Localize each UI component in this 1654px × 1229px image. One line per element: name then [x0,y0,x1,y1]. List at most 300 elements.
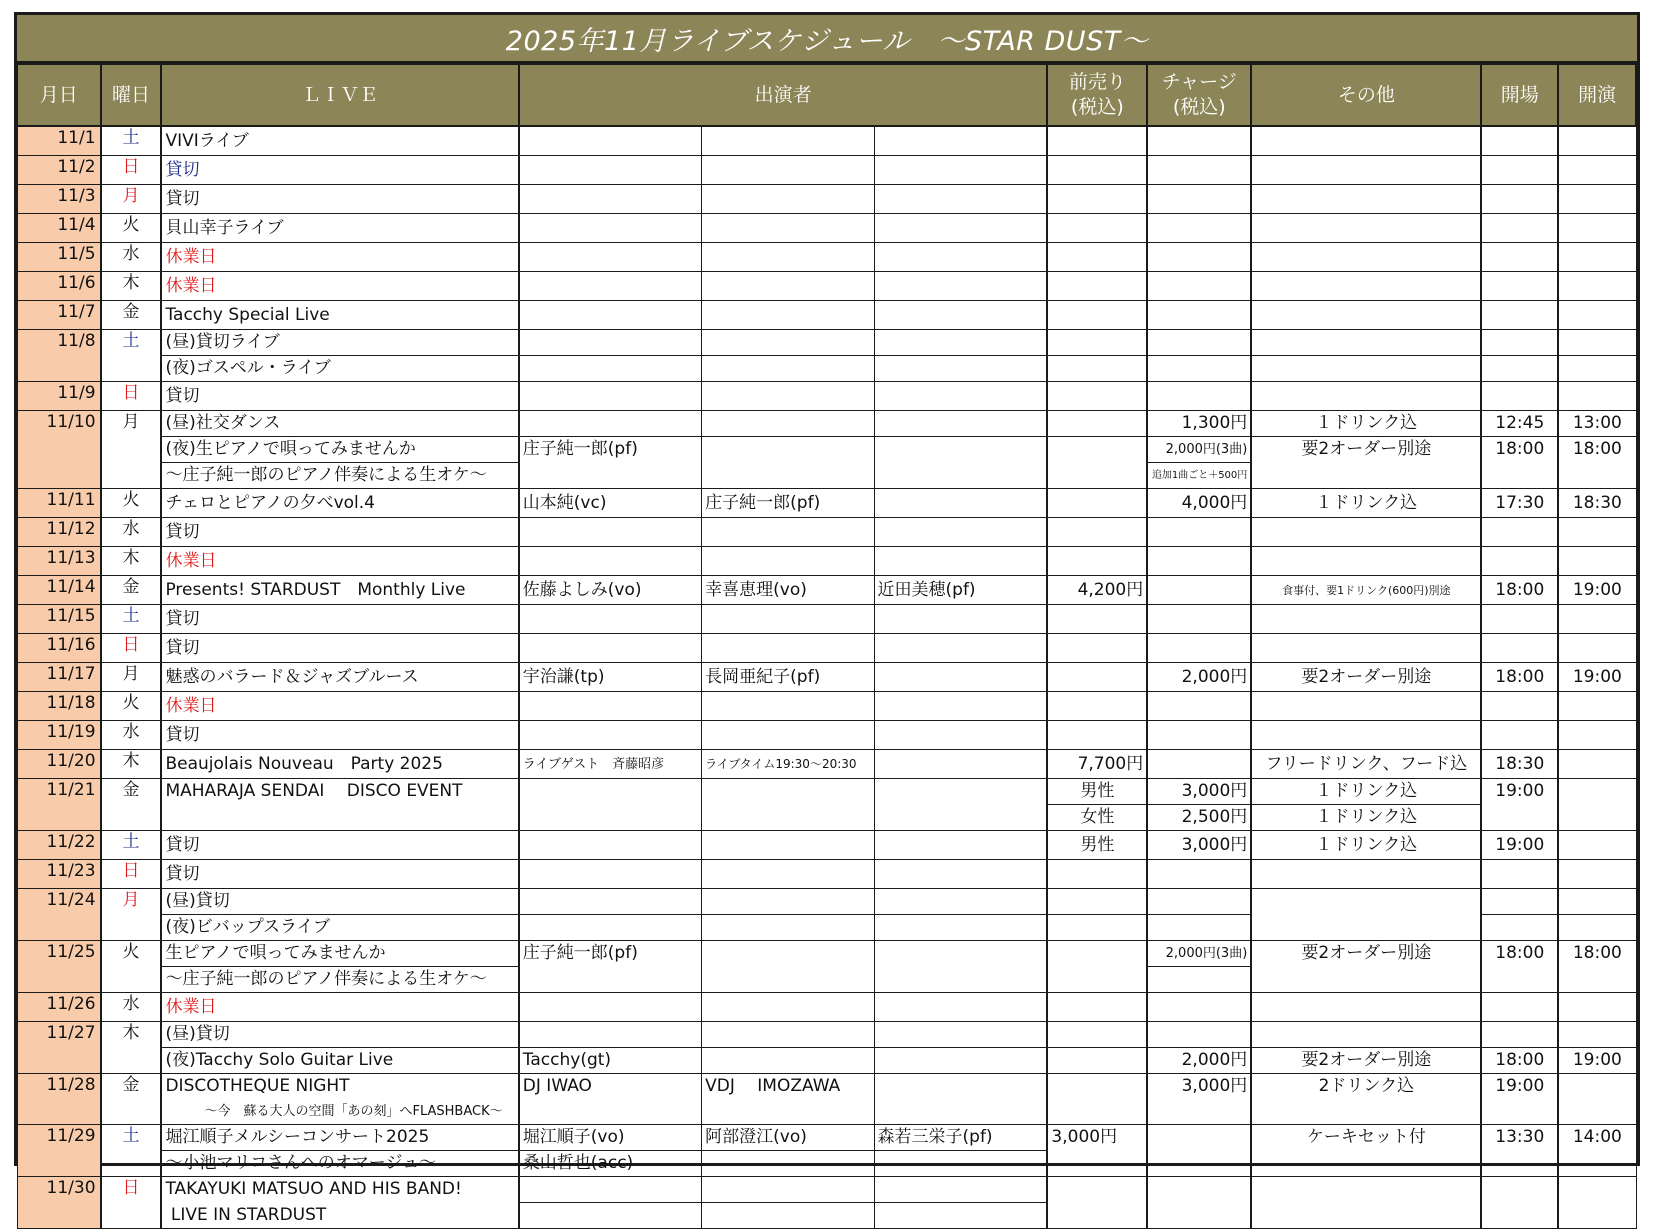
performer-cell [702,411,874,437]
performer-cell [702,1022,874,1048]
performer-cell [702,831,874,860]
performer-cell [874,721,1047,750]
open-cell [1481,889,1558,915]
table-row [18,1022,1637,1048]
charge-cell: 2,000円(3曲) [1147,941,1251,967]
advance-cell [1047,382,1147,411]
charge-cell [1147,634,1251,663]
header-other: その他 [1251,65,1481,127]
performer-cell [874,1203,1047,1229]
other-cell [1251,547,1481,576]
performer-cell [519,547,702,576]
start-cell [1558,243,1636,272]
open-cell [1481,518,1558,547]
open-cell [1481,547,1558,576]
date-cell: 11/23 [18,860,101,889]
charge-cell [1147,156,1251,185]
date-cell: 11/1 [18,126,101,156]
other-cell: 2ドリンク込 [1251,1074,1481,1125]
table-row [18,721,1637,750]
table-row [18,1074,1637,1100]
advance-cell [1047,634,1147,663]
advance-cell [1047,272,1147,301]
advance-cell [1047,411,1147,437]
date-cell: 11/17 [18,663,101,692]
live-cell: VIVIライブ [161,126,518,156]
date-cell: 11/27 [18,1022,101,1074]
performer-cell [874,356,1047,382]
table-row [18,663,1637,692]
date-cell: 11/20 [18,750,101,779]
table-row [18,993,1637,1022]
other-cell [1251,243,1481,272]
performer-cell [519,301,702,330]
performer-cell [519,382,702,411]
date-cell: 11/30 [18,1177,101,1229]
advance-cell [1047,1074,1147,1125]
date-cell: 11/26 [18,993,101,1022]
dow-cell: 水 [101,518,162,547]
open-cell: 18:00 [1481,437,1558,489]
start-cell [1558,750,1636,779]
performer-cell [874,692,1047,721]
start-cell: 19:00 [1558,1048,1636,1074]
table-row [18,214,1637,243]
table-row [18,1177,1637,1203]
performer-cell [519,518,702,547]
live-cell: (夜)ゴスペル・ライブ [161,356,518,382]
open-cell [1481,382,1558,411]
dow-cell: 火 [101,489,162,518]
advance-cell [1047,1177,1147,1229]
performer-cell [702,382,874,411]
start-cell: 14:00 [1558,1125,1636,1177]
charge-cell [1147,214,1251,243]
live-cell: (夜)Tacchy Solo Guitar Live [161,1048,518,1074]
live-cell: 休業日 [161,692,518,721]
other-cell: １ドリンク込 [1251,411,1481,437]
performer-cell [519,634,702,663]
live-cell: 貝山幸子ライブ [161,214,518,243]
open-cell [1481,721,1558,750]
open-cell: 13:30 [1481,1125,1558,1177]
charge-cell: 3,000円 [1147,779,1251,805]
performer-cell [519,272,702,301]
performer-cell: Tacchy(gt) [519,1048,702,1074]
advance-cell: 4,200円 [1047,576,1147,605]
performer-cell [519,993,702,1022]
other-cell [1251,605,1481,634]
advance-cell [1047,301,1147,330]
advance-cell: 男性 [1047,779,1147,805]
open-cell: 18:30 [1481,750,1558,779]
charge-cell: 3,000円 [1147,1074,1251,1125]
other-cell [1251,382,1481,411]
start-cell [1558,993,1636,1022]
live-cell: 貸切 [161,185,518,214]
date-cell: 11/19 [18,721,101,750]
charge-cell [1147,301,1251,330]
start-cell [1558,915,1636,941]
other-cell: １ドリンク込 [1251,805,1481,831]
advance-cell [1047,437,1147,489]
date-cell: 11/7 [18,301,101,330]
start-cell [1558,518,1636,547]
performer-cell [519,721,702,750]
live-cell: 貸切 [161,634,518,663]
charge-cell [1147,272,1251,301]
date-cell: 11/21 [18,779,101,831]
advance-cell [1047,941,1147,993]
performer-cell [874,156,1047,185]
performer-cell [874,437,1047,489]
start-cell [1558,214,1636,243]
open-cell: 17:30 [1481,489,1558,518]
charge-cell [1147,356,1251,382]
dow-cell: 水 [101,243,162,272]
other-cell [1251,185,1481,214]
advance-cell [1047,185,1147,214]
open-cell: 18:00 [1481,941,1558,993]
performer-cell [702,126,874,156]
dow-cell: 日 [101,1177,162,1229]
date-cell: 11/8 [18,330,101,382]
advance-cell [1047,605,1147,634]
other-cell [1251,889,1481,941]
live-cell: Tacchy Special Live [161,301,518,330]
other-cell: 要2オーダー別途 [1251,941,1481,993]
advance-cell: 3,000円 [1047,1125,1147,1177]
date-cell: 11/5 [18,243,101,272]
other-cell: フリードリンク、フード込 [1251,750,1481,779]
other-cell: １ドリンク込 [1251,489,1481,518]
performer-cell [519,1022,702,1048]
header-advance [1047,65,1147,127]
performer-cell [702,915,874,941]
charge-cell: 4,000円 [1147,489,1251,518]
start-cell [1558,330,1636,356]
start-cell [1558,889,1636,915]
start-cell [1558,634,1636,663]
other-cell [1251,126,1481,156]
performer-cell [519,915,702,941]
performer-cell [702,518,874,547]
start-cell [1558,356,1636,382]
other-cell [1251,634,1481,663]
charge-cell [1147,330,1251,356]
performer-cell: ライブゲスト 斉藤昭彦 [519,750,702,779]
performer-cell [519,214,702,243]
charge-cell [1147,382,1251,411]
advance-cell [1047,156,1147,185]
table-row [18,941,1637,967]
performer-cell [519,243,702,272]
live-cell: DISCOTHEQUE NIGHT [161,1074,518,1100]
dow-cell: 火 [101,692,162,721]
advance-cell [1047,356,1147,382]
header-start: 開演 [1558,65,1636,127]
open-cell: 19:00 [1481,831,1558,860]
advance-cell [1047,547,1147,576]
open-cell [1481,1022,1558,1048]
start-cell [1558,1177,1636,1229]
table-row [18,1048,1637,1074]
live-cell: 貸切 [161,831,518,860]
live-cell: (昼)貸切ライブ [161,330,518,356]
table-row [18,126,1637,156]
advance-cell [1047,889,1147,915]
charge-cell [1147,576,1251,605]
other-cell [1251,692,1481,721]
dow-cell: 日 [101,634,162,663]
performer-cell [702,356,874,382]
date-cell: 11/25 [18,941,101,993]
performer-cell [702,301,874,330]
performer-cell [874,126,1047,156]
performer-cell [702,605,874,634]
performer-cell [702,156,874,185]
advance-cell [1047,1048,1147,1074]
advance-cell [1047,860,1147,889]
open-cell [1481,356,1558,382]
live-cell: MAHARAJA SENDAI DISCO EVENT [161,779,518,831]
advance-cell [1047,692,1147,721]
table-row [18,860,1637,889]
performer-cell: 山本純(vc) [519,489,702,518]
advance-cell [1047,993,1147,1022]
performer-cell [702,185,874,214]
advance-cell [1047,489,1147,518]
dow-cell: 日 [101,156,162,185]
live-cell: (昼)貸切 [161,889,518,915]
live-cell: チェロとピアノの夕べvol.4 [161,489,518,518]
live-cell: (夜)ビバップスライブ [161,915,518,941]
other-cell: 食事付、要1ドリンク(600円)別途 [1251,576,1481,605]
other-cell [1251,156,1481,185]
charge-cell [1147,185,1251,214]
performer-cell [874,663,1047,692]
live-cell: 休業日 [161,993,518,1022]
dow-cell: 月 [101,185,162,214]
charge-cell [1147,860,1251,889]
open-cell [1481,126,1558,156]
performer-cell [874,860,1047,889]
start-cell [1558,1074,1636,1125]
date-cell: 11/18 [18,692,101,721]
other-cell [1251,1022,1481,1048]
performer-cell [519,185,702,214]
table-row [18,889,1637,915]
date-cell: 11/11 [18,489,101,518]
start-cell [1558,547,1636,576]
live-cell: 休業日 [161,547,518,576]
dow-cell: 金 [101,779,162,831]
performer-cell [702,889,874,915]
performer-cell [702,1048,874,1074]
open-cell [1481,185,1558,214]
start-cell [1558,1022,1636,1048]
performer-cell [874,750,1047,779]
live-cell: 貸切 [161,382,518,411]
performer-cell [519,860,702,889]
live-cell: 貸切 [161,860,518,889]
dow-cell: 月 [101,663,162,692]
live-cell: ～庄子純一郎のピアノ伴奏による生オケ～ [161,967,518,993]
table-row [18,272,1637,301]
charge-cell: 2,000円 [1147,1048,1251,1074]
table-row [18,185,1637,214]
dow-cell: 土 [101,605,162,634]
dow-cell: 木 [101,272,162,301]
advance-cell [1047,1022,1147,1048]
header-advance-line1: 前売り [1068,71,1126,94]
charge-cell: 2,500円 [1147,805,1251,831]
open-cell: 18:00 [1481,663,1558,692]
performer-cell: 庄子純一郎(pf) [519,941,702,993]
open-cell [1481,1177,1558,1229]
live-cell: 貸切 [161,721,518,750]
date-cell: 11/15 [18,605,101,634]
advance-cell [1047,243,1147,272]
performer-cell [702,272,874,301]
dow-cell: 土 [101,126,162,156]
performer-cell: ライブタイム19:30～20:30 [702,750,874,779]
date-cell: 11/9 [18,382,101,411]
open-cell [1481,156,1558,185]
header-charge [1147,65,1251,127]
charge-cell [1147,967,1251,993]
performer-cell [874,779,1047,831]
performer-cell [519,156,702,185]
performer-cell [874,889,1047,915]
performer-cell [874,301,1047,330]
table-row [18,301,1637,330]
performer-cell [874,411,1047,437]
other-cell [1251,721,1481,750]
other-cell [1251,301,1481,330]
live-cell: 休業日 [161,243,518,272]
advance-cell: 7,700円 [1047,750,1147,779]
live-cell: 生ピアノで唄ってみませんか [161,941,518,967]
date-cell: 11/14 [18,576,101,605]
performer-cell [702,993,874,1022]
performer-cell [874,605,1047,634]
table-row [18,382,1637,411]
dow-cell: 金 [101,1074,162,1125]
dow-cell: 日 [101,382,162,411]
performer-cell: 佐藤よしみ(vo) [519,576,702,605]
table-row [18,489,1637,518]
performer-cell [874,831,1047,860]
date-cell: 11/16 [18,634,101,663]
dow-cell: 水 [101,721,162,750]
performer-cell [874,185,1047,214]
charge-cell [1147,1177,1251,1229]
charge-cell [1147,889,1251,915]
charge-cell [1147,518,1251,547]
live-cell: 貸切 [161,518,518,547]
performer-cell: 長岡亜紀子(pf) [702,663,874,692]
dow-cell: 日 [101,860,162,889]
other-cell: １ドリンク込 [1251,779,1481,805]
charge-cell [1147,547,1251,576]
open-cell [1481,634,1558,663]
other-cell: 要2オーダー別途 [1251,437,1481,489]
other-cell [1251,518,1481,547]
performer-cell [702,779,874,831]
live-cell: ～今 蘇る大人の空間「あの刻」へFLASHBACK～ [161,1099,518,1125]
performer-cell [519,126,702,156]
live-cell: Presents! STARDUST Monthly Live [161,576,518,605]
start-cell: 19:00 [1558,663,1636,692]
start-cell [1558,860,1636,889]
start-cell: 13:00 [1558,411,1636,437]
performer-cell: 宇治謙(tp) [519,663,702,692]
performer-cell [874,1177,1047,1203]
charge-cell [1147,692,1251,721]
table-row [18,356,1637,382]
live-cell: 休業日 [161,272,518,301]
schedule-sheet [14,12,1640,1225]
other-cell [1251,214,1481,243]
live-cell: (夜)生ピアノで唄ってみませんか [161,437,518,463]
performer-cell [874,1151,1047,1177]
advance-cell [1047,330,1147,356]
open-cell: 19:00 [1481,1074,1558,1125]
header-performers: 出演者 [519,65,1048,127]
date-cell: 11/3 [18,185,101,214]
dow-cell: 月 [101,889,162,941]
performer-cell [874,993,1047,1022]
table-row [18,779,1637,805]
schedule-table [17,64,1637,1229]
performer-cell [874,547,1047,576]
performer-cell [519,692,702,721]
start-cell [1558,272,1636,301]
charge-cell [1147,243,1251,272]
table-row [18,243,1637,272]
live-cell: (昼)社交ダンス [161,411,518,437]
other-cell: １ドリンク込 [1251,831,1481,860]
open-cell [1481,272,1558,301]
performer-cell [874,518,1047,547]
performer-cell [874,382,1047,411]
performer-cell: 庄子純一郎(pf) [702,489,874,518]
dow-cell: 金 [101,576,162,605]
performer-cell: DJ IWAO [519,1074,702,1125]
live-cell: 貸切 [161,156,518,185]
open-cell: 19:00 [1481,779,1558,831]
charge-cell [1147,605,1251,634]
charge-cell: 1,300円 [1147,411,1251,437]
table-row [18,750,1637,779]
charge-cell [1147,750,1251,779]
date-cell: 11/13 [18,547,101,576]
table-row [18,1125,1637,1151]
performer-cell [702,214,874,243]
dow-cell: 水 [101,993,162,1022]
table-row [18,576,1637,605]
performer-cell [702,860,874,889]
date-cell: 11/29 [18,1125,101,1177]
dow-cell: 金 [101,301,162,330]
live-cell: Beaujolais Nouveau Party 2025 [161,750,518,779]
charge-cell [1147,993,1251,1022]
performer-cell [702,1203,874,1229]
start-cell: 18:30 [1558,489,1636,518]
performer-cell [519,605,702,634]
performer-cell [874,272,1047,301]
